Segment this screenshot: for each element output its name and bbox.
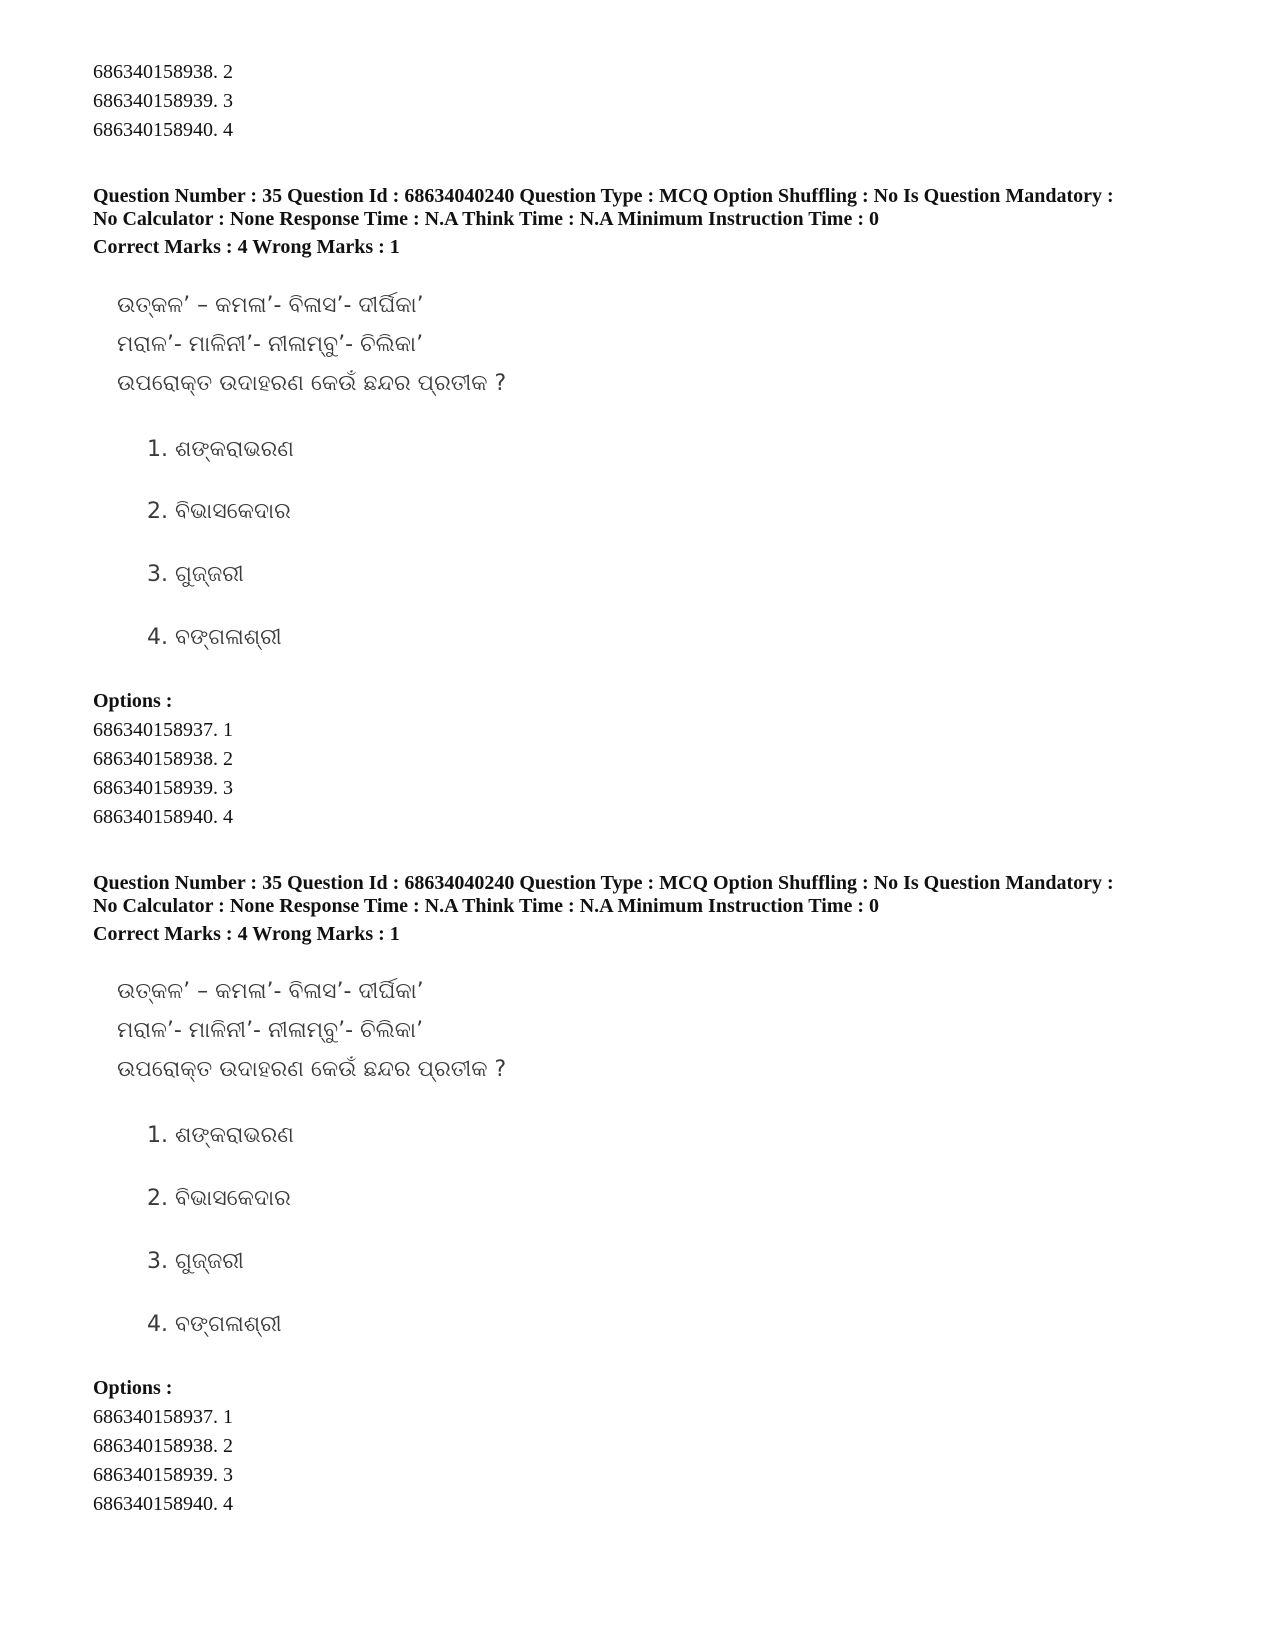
question-meta: Question Number : 35 Question Id : 68634040240 Question Type : MCQ Option Shuffling : No Is Question Mandatory : — [93, 872, 1114, 894]
question-stem-line: ଉପରୋକ୍ତ ଉଦାହରଣ କେଉଁ ଛନ୍ଦର ପ୍ରତୀକ ? — [117, 1057, 507, 1082]
question-meta: No Calculator : None Response Time : N.A Think Time : N.A Minimum Instruction Time : 0 — [93, 895, 879, 917]
question-marks: Correct Marks : 4 Wrong Marks : 1 — [93, 923, 400, 945]
option-line: 686340158939. 3 — [93, 1464, 233, 1486]
question-marks: Correct Marks : 4 Wrong Marks : 1 — [93, 236, 400, 258]
option-line: 686340158937. 1 — [93, 719, 233, 741]
question-stem-line: ମରାଳ’- ମାଳିନୀ’- ନୀଳାମ୍ବୁ’- ଚିଲିକା’ — [117, 1018, 424, 1043]
option-line: 686340158939. 3 — [93, 90, 233, 112]
answer-choice: 1. ଶଙ୍କରାଭରଣ — [147, 1123, 294, 1148]
answer-choice: 1. ଶଙ୍କରାଭରଣ — [147, 437, 294, 462]
question-stem-line: ମରାଳ’- ମାଳିନୀ’- ନୀଳାମ୍ବୁ’- ଚିଲିକା’ — [117, 332, 424, 357]
answer-choice: 3. ଗୁଜ୍ଜରୀ — [147, 562, 244, 587]
answer-choice: 4. ବଙ୍ଗଳାଶ୍ରୀ — [147, 625, 282, 650]
answer-choice: 3. ଗୁଜ୍ଜରୀ — [147, 1249, 244, 1274]
answer-choice: 2. ବିଭାସକେଦାର — [147, 499, 291, 524]
options-label: Options : — [93, 690, 173, 712]
option-line: 686340158940. 4 — [93, 119, 233, 141]
options-label: Options : — [93, 1377, 173, 1399]
option-line: 686340158938. 2 — [93, 1435, 233, 1457]
answer-choice: 4. ବଙ୍ଗଳାଶ୍ରୀ — [147, 1312, 282, 1337]
option-line: 686340158937. 1 — [93, 1406, 233, 1428]
option-line: 686340158938. 2 — [93, 748, 233, 770]
answer-choice: 2. ବିଭାସକେଦାର — [147, 1186, 291, 1211]
question-stem-line: ଉପରୋକ୍ତ ଉଦାହରଣ କେଉଁ ଛନ୍ଦର ପ୍ରତୀକ ? — [117, 371, 507, 396]
option-line: 686340158940. 4 — [93, 1493, 233, 1515]
question-meta: Question Number : 35 Question Id : 68634040240 Question Type : MCQ Option Shuffling : No Is Question Mandatory : — [93, 185, 1114, 207]
question-meta: No Calculator : None Response Time : N.A Think Time : N.A Minimum Instruction Time : 0 — [93, 208, 879, 230]
question-stem-line: ଉତ୍କଳ’ – କମଳା’- ବିଳାସ’- ଦୀର୍ଘିକା’ — [117, 979, 424, 1004]
option-line: 686340158938. 2 — [93, 61, 233, 83]
question-stem-line: ଉତ୍କଳ’ – କମଳା’- ବିଳାସ’- ଦୀର୍ଘିକା’ — [117, 293, 424, 318]
option-line: 686340158940. 4 — [93, 806, 233, 828]
option-line: 686340158939. 3 — [93, 777, 233, 799]
